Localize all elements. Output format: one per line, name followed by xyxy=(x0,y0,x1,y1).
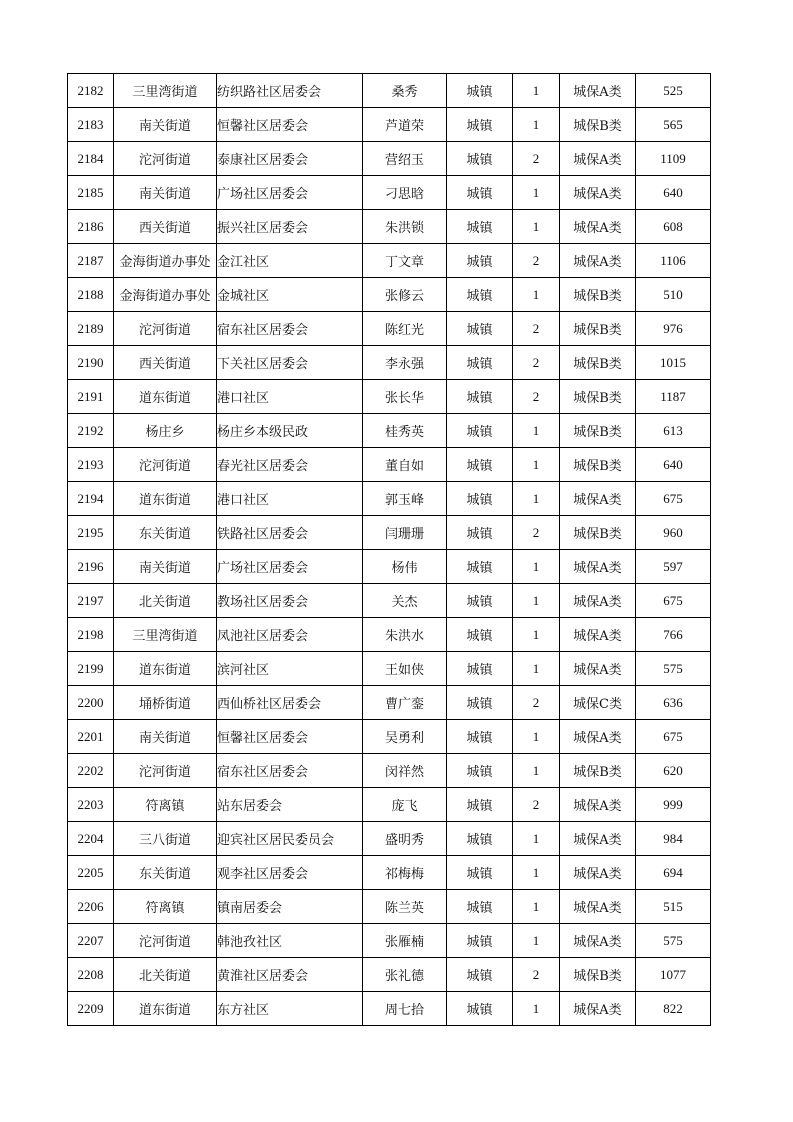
member-count-cell: 2 xyxy=(513,380,560,414)
street-cell: 三八街道 xyxy=(114,822,217,856)
community-cell: 纺织路社区居委会 xyxy=(217,74,363,108)
table-row xyxy=(68,482,711,516)
member-count-cell: 2 xyxy=(513,958,560,992)
row-number-cell: 2193 xyxy=(68,448,114,482)
category-cell: 城保A类 xyxy=(560,176,636,210)
name-cell: 曹广銮 xyxy=(363,686,447,720)
street-cell: 符离镇 xyxy=(114,788,217,822)
street-cell: 南关街道 xyxy=(114,108,217,142)
community-cell: 韩池孜社区 xyxy=(217,924,363,958)
member-count-cell: 1 xyxy=(513,992,560,1026)
household-type-cell: 城镇 xyxy=(447,448,513,482)
name-cell: 朱洪水 xyxy=(363,618,447,652)
community-cell: 迎宾社区居民委员会 xyxy=(217,822,363,856)
name-cell: 营绍玉 xyxy=(363,142,447,176)
street-cell: 沱河街道 xyxy=(114,924,217,958)
table-body xyxy=(68,74,711,1026)
community-cell: 恒馨社区居委会 xyxy=(217,720,363,754)
community-cell: 港口社区 xyxy=(217,380,363,414)
street-cell: 沱河街道 xyxy=(114,754,217,788)
row-number-cell: 2208 xyxy=(68,958,114,992)
member-count-cell: 1 xyxy=(513,652,560,686)
amount-cell: 976 xyxy=(636,312,711,346)
table-row xyxy=(68,924,711,958)
household-type-cell: 城镇 xyxy=(447,652,513,686)
household-type-cell: 城镇 xyxy=(447,856,513,890)
table-row xyxy=(68,856,711,890)
table-row xyxy=(68,244,711,278)
household-type-cell: 城镇 xyxy=(447,992,513,1026)
amount-cell: 608 xyxy=(636,210,711,244)
table-row xyxy=(68,958,711,992)
row-number-cell: 2209 xyxy=(68,992,114,1026)
street-cell: 符离镇 xyxy=(114,890,217,924)
name-cell: 陈兰英 xyxy=(363,890,447,924)
table-row xyxy=(68,312,711,346)
category-cell: 城保B类 xyxy=(560,516,636,550)
name-cell: 桑秀 xyxy=(363,74,447,108)
table-row xyxy=(68,278,711,312)
street-cell: 埇桥街道 xyxy=(114,686,217,720)
community-cell: 振兴社区居委会 xyxy=(217,210,363,244)
row-number-cell: 2204 xyxy=(68,822,114,856)
amount-cell: 675 xyxy=(636,720,711,754)
category-cell: 城保A类 xyxy=(560,822,636,856)
household-type-cell: 城镇 xyxy=(447,346,513,380)
amount-cell: 597 xyxy=(636,550,711,584)
category-cell: 城保A类 xyxy=(560,482,636,516)
household-type-cell: 城镇 xyxy=(447,584,513,618)
community-cell: 下关社区居委会 xyxy=(217,346,363,380)
amount-cell: 675 xyxy=(636,482,711,516)
household-type-cell: 城镇 xyxy=(447,924,513,958)
row-number-cell: 2191 xyxy=(68,380,114,414)
name-cell: 关杰 xyxy=(363,584,447,618)
community-cell: 泰康社区居委会 xyxy=(217,142,363,176)
household-type-cell: 城镇 xyxy=(447,958,513,992)
category-cell: 城保A类 xyxy=(560,652,636,686)
category-cell: 城保B类 xyxy=(560,448,636,482)
amount-cell: 510 xyxy=(636,278,711,312)
member-count-cell: 1 xyxy=(513,414,560,448)
household-type-cell: 城镇 xyxy=(447,550,513,584)
community-cell: 铁路社区居委会 xyxy=(217,516,363,550)
table-row xyxy=(68,448,711,482)
community-cell: 宿东社区居委会 xyxy=(217,754,363,788)
member-count-cell: 2 xyxy=(513,788,560,822)
category-cell: 城保A类 xyxy=(560,74,636,108)
street-cell: 南关街道 xyxy=(114,550,217,584)
household-type-cell: 城镇 xyxy=(447,244,513,278)
community-cell: 站东居委会 xyxy=(217,788,363,822)
member-count-cell: 1 xyxy=(513,890,560,924)
street-cell: 道东街道 xyxy=(114,482,217,516)
table-row xyxy=(68,346,711,380)
name-cell: 董自如 xyxy=(363,448,447,482)
row-number-cell: 2184 xyxy=(68,142,114,176)
amount-cell: 575 xyxy=(636,924,711,958)
category-cell: 城保A类 xyxy=(560,890,636,924)
category-cell: 城保C类 xyxy=(560,686,636,720)
row-number-cell: 2205 xyxy=(68,856,114,890)
amount-cell: 525 xyxy=(636,74,711,108)
household-type-cell: 城镇 xyxy=(447,176,513,210)
household-type-cell: 城镇 xyxy=(447,516,513,550)
name-cell: 丁文章 xyxy=(363,244,447,278)
amount-cell: 620 xyxy=(636,754,711,788)
name-cell: 庞飞 xyxy=(363,788,447,822)
street-cell: 东关街道 xyxy=(114,856,217,890)
category-cell: 城保B类 xyxy=(560,312,636,346)
member-count-cell: 2 xyxy=(513,312,560,346)
household-type-cell: 城镇 xyxy=(447,142,513,176)
member-count-cell: 1 xyxy=(513,584,560,618)
table-row xyxy=(68,380,711,414)
community-cell: 观李社区居委会 xyxy=(217,856,363,890)
community-cell: 镇南居委会 xyxy=(217,890,363,924)
category-cell: 城保B类 xyxy=(560,414,636,448)
street-cell: 道东街道 xyxy=(114,652,217,686)
category-cell: 城保A类 xyxy=(560,992,636,1026)
row-number-cell: 2203 xyxy=(68,788,114,822)
community-cell: 金江社区 xyxy=(217,244,363,278)
community-cell: 春光社区居委会 xyxy=(217,448,363,482)
name-cell: 盛明秀 xyxy=(363,822,447,856)
amount-cell: 694 xyxy=(636,856,711,890)
street-cell: 西关街道 xyxy=(114,210,217,244)
row-number-cell: 2187 xyxy=(68,244,114,278)
row-number-cell: 2182 xyxy=(68,74,114,108)
name-cell: 李永强 xyxy=(363,346,447,380)
household-type-cell: 城镇 xyxy=(447,482,513,516)
category-cell: 城保B类 xyxy=(560,380,636,414)
table-row xyxy=(68,74,711,108)
street-cell: 沱河街道 xyxy=(114,142,217,176)
street-cell: 三里湾街道 xyxy=(114,74,217,108)
household-type-cell: 城镇 xyxy=(447,822,513,856)
community-cell: 广场社区居委会 xyxy=(217,176,363,210)
household-type-cell: 城镇 xyxy=(447,414,513,448)
name-cell: 王如侠 xyxy=(363,652,447,686)
amount-cell: 1106 xyxy=(636,244,711,278)
amount-cell: 960 xyxy=(636,516,711,550)
amount-cell: 640 xyxy=(636,176,711,210)
category-cell: 城保B类 xyxy=(560,108,636,142)
row-number-cell: 2207 xyxy=(68,924,114,958)
community-cell: 东方社区 xyxy=(217,992,363,1026)
street-cell: 金海街道办事处 xyxy=(114,244,217,278)
row-number-cell: 2202 xyxy=(68,754,114,788)
amount-cell: 766 xyxy=(636,618,711,652)
member-count-cell: 1 xyxy=(513,482,560,516)
row-number-cell: 2183 xyxy=(68,108,114,142)
amount-cell: 822 xyxy=(636,992,711,1026)
row-number-cell: 2201 xyxy=(68,720,114,754)
table-row xyxy=(68,176,711,210)
category-cell: 城保A类 xyxy=(560,788,636,822)
row-number-cell: 2194 xyxy=(68,482,114,516)
household-type-cell: 城镇 xyxy=(447,380,513,414)
name-cell: 张礼德 xyxy=(363,958,447,992)
member-count-cell: 1 xyxy=(513,278,560,312)
community-cell: 广场社区居委会 xyxy=(217,550,363,584)
amount-cell: 999 xyxy=(636,788,711,822)
table-row xyxy=(68,754,711,788)
row-number-cell: 2190 xyxy=(68,346,114,380)
table-row xyxy=(68,788,711,822)
street-cell: 北关街道 xyxy=(114,584,217,618)
street-cell: 沱河街道 xyxy=(114,448,217,482)
table-row xyxy=(68,516,711,550)
table-row xyxy=(68,108,711,142)
name-cell: 陈红光 xyxy=(363,312,447,346)
amount-cell: 1077 xyxy=(636,958,711,992)
category-cell: 城保B类 xyxy=(560,346,636,380)
table-row xyxy=(68,414,711,448)
row-number-cell: 2196 xyxy=(68,550,114,584)
member-count-cell: 1 xyxy=(513,448,560,482)
amount-cell: 1187 xyxy=(636,380,711,414)
street-cell: 南关街道 xyxy=(114,720,217,754)
table-row xyxy=(68,210,711,244)
street-cell: 杨庄乡 xyxy=(114,414,217,448)
member-count-cell: 1 xyxy=(513,754,560,788)
community-cell: 宿东社区居委会 xyxy=(217,312,363,346)
name-cell: 杨伟 xyxy=(363,550,447,584)
row-number-cell: 2198 xyxy=(68,618,114,652)
name-cell: 吴勇利 xyxy=(363,720,447,754)
household-type-cell: 城镇 xyxy=(447,108,513,142)
street-cell: 北关街道 xyxy=(114,958,217,992)
household-type-cell: 城镇 xyxy=(447,754,513,788)
category-cell: 城保A类 xyxy=(560,550,636,584)
street-cell: 三里湾街道 xyxy=(114,618,217,652)
row-number-cell: 2186 xyxy=(68,210,114,244)
name-cell: 郭玉峰 xyxy=(363,482,447,516)
row-number-cell: 2189 xyxy=(68,312,114,346)
member-count-cell: 2 xyxy=(513,346,560,380)
name-cell: 周七拾 xyxy=(363,992,447,1026)
category-cell: 城保A类 xyxy=(560,584,636,618)
table-row xyxy=(68,652,711,686)
category-cell: 城保B类 xyxy=(560,958,636,992)
category-cell: 城保B类 xyxy=(560,278,636,312)
name-cell: 刁思晗 xyxy=(363,176,447,210)
community-cell: 杨庄乡本级民政 xyxy=(217,414,363,448)
member-count-cell: 1 xyxy=(513,176,560,210)
street-cell: 南关街道 xyxy=(114,176,217,210)
records-table xyxy=(67,73,711,1026)
household-type-cell: 城镇 xyxy=(447,686,513,720)
amount-cell: 984 xyxy=(636,822,711,856)
household-type-cell: 城镇 xyxy=(447,890,513,924)
community-cell: 教场社区居委会 xyxy=(217,584,363,618)
table-row xyxy=(68,142,711,176)
row-number-cell: 2192 xyxy=(68,414,114,448)
name-cell: 朱洪锁 xyxy=(363,210,447,244)
household-type-cell: 城镇 xyxy=(447,210,513,244)
member-count-cell: 1 xyxy=(513,108,560,142)
amount-cell: 1015 xyxy=(636,346,711,380)
table-row xyxy=(68,618,711,652)
category-cell: 城保A类 xyxy=(560,924,636,958)
name-cell: 张长华 xyxy=(363,380,447,414)
name-cell: 闵祥然 xyxy=(363,754,447,788)
member-count-cell: 2 xyxy=(513,686,560,720)
street-cell: 道东街道 xyxy=(114,380,217,414)
name-cell: 芦道荣 xyxy=(363,108,447,142)
community-cell: 凤池社区居委会 xyxy=(217,618,363,652)
member-count-cell: 2 xyxy=(513,142,560,176)
row-number-cell: 2195 xyxy=(68,516,114,550)
table-row xyxy=(68,992,711,1026)
category-cell: 城保B类 xyxy=(560,754,636,788)
street-cell: 东关街道 xyxy=(114,516,217,550)
street-cell: 西关街道 xyxy=(114,346,217,380)
household-type-cell: 城镇 xyxy=(447,74,513,108)
community-cell: 滨河社区 xyxy=(217,652,363,686)
street-cell: 金海街道办事处 xyxy=(114,278,217,312)
table-row xyxy=(68,550,711,584)
table-row xyxy=(68,686,711,720)
category-cell: 城保A类 xyxy=(560,210,636,244)
member-count-cell: 1 xyxy=(513,210,560,244)
category-cell: 城保A类 xyxy=(560,856,636,890)
household-type-cell: 城镇 xyxy=(447,312,513,346)
name-cell: 祁梅梅 xyxy=(363,856,447,890)
street-cell: 道东街道 xyxy=(114,992,217,1026)
table-row xyxy=(68,584,711,618)
household-type-cell: 城镇 xyxy=(447,618,513,652)
amount-cell: 565 xyxy=(636,108,711,142)
member-count-cell: 1 xyxy=(513,822,560,856)
row-number-cell: 2185 xyxy=(68,176,114,210)
amount-cell: 613 xyxy=(636,414,711,448)
community-cell: 西仙桥社区居委会 xyxy=(217,686,363,720)
community-cell: 金城社区 xyxy=(217,278,363,312)
table-row xyxy=(68,720,711,754)
name-cell: 桂秀英 xyxy=(363,414,447,448)
name-cell: 闫珊珊 xyxy=(363,516,447,550)
community-cell: 黄淮社区居委会 xyxy=(217,958,363,992)
street-cell: 沱河街道 xyxy=(114,312,217,346)
row-number-cell: 2200 xyxy=(68,686,114,720)
member-count-cell: 1 xyxy=(513,74,560,108)
household-type-cell: 城镇 xyxy=(447,788,513,822)
member-count-cell: 1 xyxy=(513,618,560,652)
row-number-cell: 2188 xyxy=(68,278,114,312)
table-row xyxy=(68,890,711,924)
amount-cell: 575 xyxy=(636,652,711,686)
amount-cell: 1109 xyxy=(636,142,711,176)
amount-cell: 640 xyxy=(636,448,711,482)
household-type-cell: 城镇 xyxy=(447,720,513,754)
category-cell: 城保A类 xyxy=(560,244,636,278)
member-count-cell: 1 xyxy=(513,720,560,754)
amount-cell: 675 xyxy=(636,584,711,618)
community-cell: 恒馨社区居委会 xyxy=(217,108,363,142)
member-count-cell: 2 xyxy=(513,244,560,278)
name-cell: 张修云 xyxy=(363,278,447,312)
name-cell: 张雁楠 xyxy=(363,924,447,958)
category-cell: 城保A类 xyxy=(560,142,636,176)
household-type-cell: 城镇 xyxy=(447,278,513,312)
member-count-cell: 2 xyxy=(513,516,560,550)
category-cell: 城保A类 xyxy=(560,720,636,754)
category-cell: 城保A类 xyxy=(560,618,636,652)
row-number-cell: 2197 xyxy=(68,584,114,618)
amount-cell: 636 xyxy=(636,686,711,720)
row-number-cell: 2199 xyxy=(68,652,114,686)
row-number-cell: 2206 xyxy=(68,890,114,924)
member-count-cell: 1 xyxy=(513,550,560,584)
community-cell: 港口社区 xyxy=(217,482,363,516)
amount-cell: 515 xyxy=(636,890,711,924)
table-row xyxy=(68,822,711,856)
member-count-cell: 1 xyxy=(513,924,560,958)
member-count-cell: 1 xyxy=(513,856,560,890)
